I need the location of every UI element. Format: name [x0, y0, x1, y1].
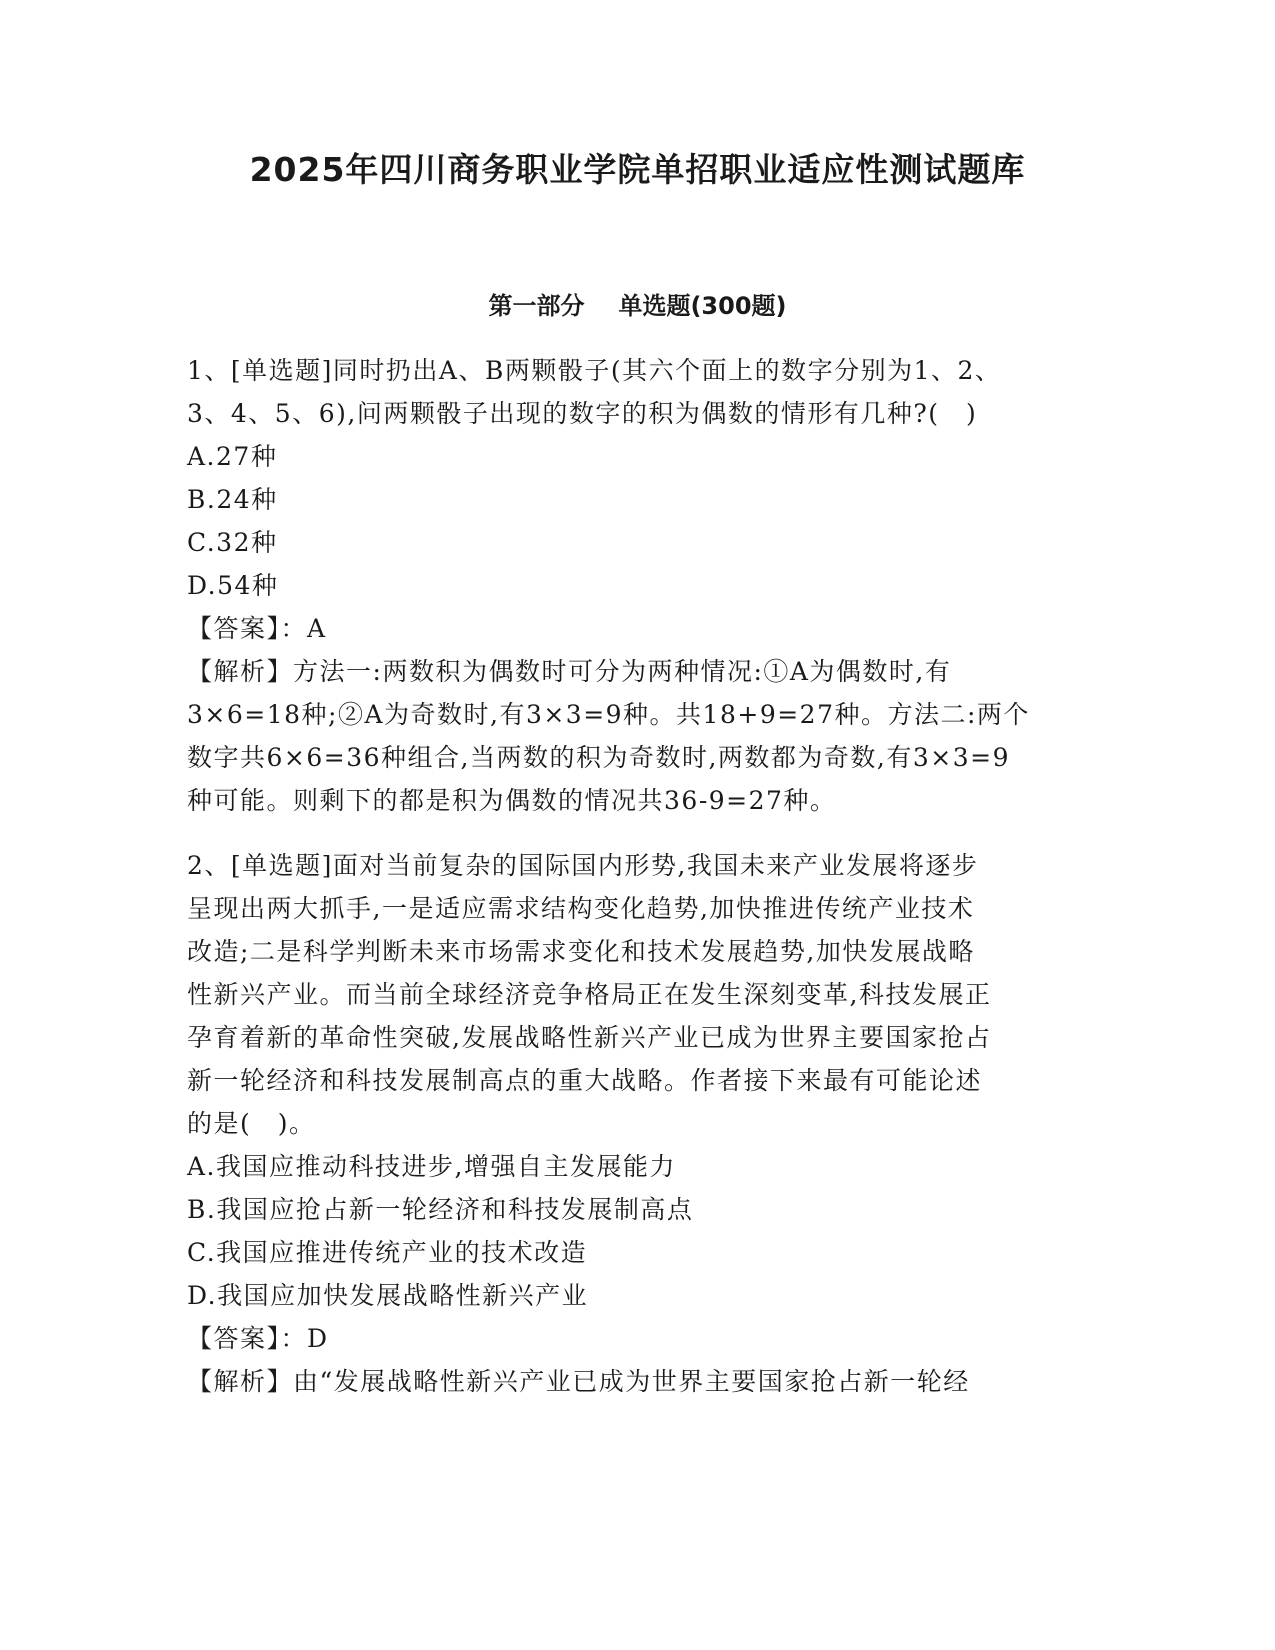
answer-line: [187, 1317, 1087, 1360]
document-title: 2025年四川商务职业学院单招职业适应性测试题库: [249, 150, 1026, 189]
option-c: C.32种: [187, 528, 278, 557]
option-a: A.27种: [187, 442, 278, 471]
question-stem-line: 2、[单选题]面对当前复杂的国际国内形势,我国未来产业发展将逐步: [187, 851, 979, 880]
section-title: [0, 289, 1275, 323]
explanation-text: 由“发展战略性新兴产业已成为世界主要国家抢占新一轮经: [293, 1367, 970, 1396]
answer-value: D: [307, 1324, 329, 1353]
section-name: 单选题(300题): [618, 292, 787, 320]
question-2: [187, 844, 1087, 1403]
question-stem-line: 的是( )。: [187, 1109, 316, 1138]
explanation-line: 种可能。则剩下的都是积为偶数的情况共36-9=27种。: [187, 786, 837, 815]
answer-line: [187, 607, 1087, 650]
option-a: A.我国应推动科技进步,增强自主发展能力: [187, 1152, 676, 1181]
explanation-line: 数字共6×6=36种组合,当两数的积为奇数时,两数都为奇数,有3×3=9: [187, 743, 1010, 772]
option-b: B.我国应抢占新一轮经济和科技发展制高点: [187, 1195, 694, 1224]
explanation-line: [187, 650, 1087, 693]
question-stem-line: 改造;二是科学判断未来市场需求变化和技术发展趋势,加快发展战略: [187, 937, 975, 966]
answer-value: A: [307, 614, 327, 643]
answer-label: 【答案】：: [187, 1324, 308, 1353]
option-d: D.54种: [187, 571, 279, 600]
explanation-text: 方法一:两数积为偶数时可分为两种情况:①A为偶数时,有: [293, 657, 952, 686]
option-c: C.我国应推进传统产业的技术改造: [187, 1238, 588, 1267]
question-list: [187, 349, 1087, 1403]
question-stem-line: 1、[单选题]同时扔出A、B两颗骰子(其六个面上的数字分别为1、2、: [187, 356, 1002, 385]
explanation-line: [187, 1360, 1087, 1403]
question-stem-line: 新一轮经济和科技发展制高点的重大战略。作者接下来最有可能论述: [187, 1066, 983, 1095]
option-d: D.我国应加快发展战略性新兴产业: [187, 1281, 589, 1310]
question-1: [187, 349, 1087, 822]
question-stem-line: 3、4、5、6),问两颗骰子出现的数字的积为偶数的情形有几种?( ): [187, 399, 978, 428]
answer-label: 【答案】：: [187, 614, 308, 643]
explanation-label: 【解析】: [187, 1367, 294, 1396]
explanation-line: 3×6=18种;②A为奇数时,有3×3=9种。共18+9=27种。方法二:两个: [187, 700, 1030, 729]
section-label: 第一部分: [488, 292, 585, 320]
question-stem-line: 呈现出两大抓手,一是适应需求结构变化趋势,加快推进传统产业技术: [187, 894, 975, 923]
question-stem-line: 性新兴产业。而当前全球经济竞争格局正在发生深刻变革,科技发展正: [187, 980, 992, 1009]
explanation-label: 【解析】: [187, 657, 294, 686]
option-b: B.24种: [187, 485, 278, 514]
question-stem-line: 孕育着新的革命性突破,发展战略性新兴产业已成为世界主要国家抢占: [187, 1023, 992, 1052]
